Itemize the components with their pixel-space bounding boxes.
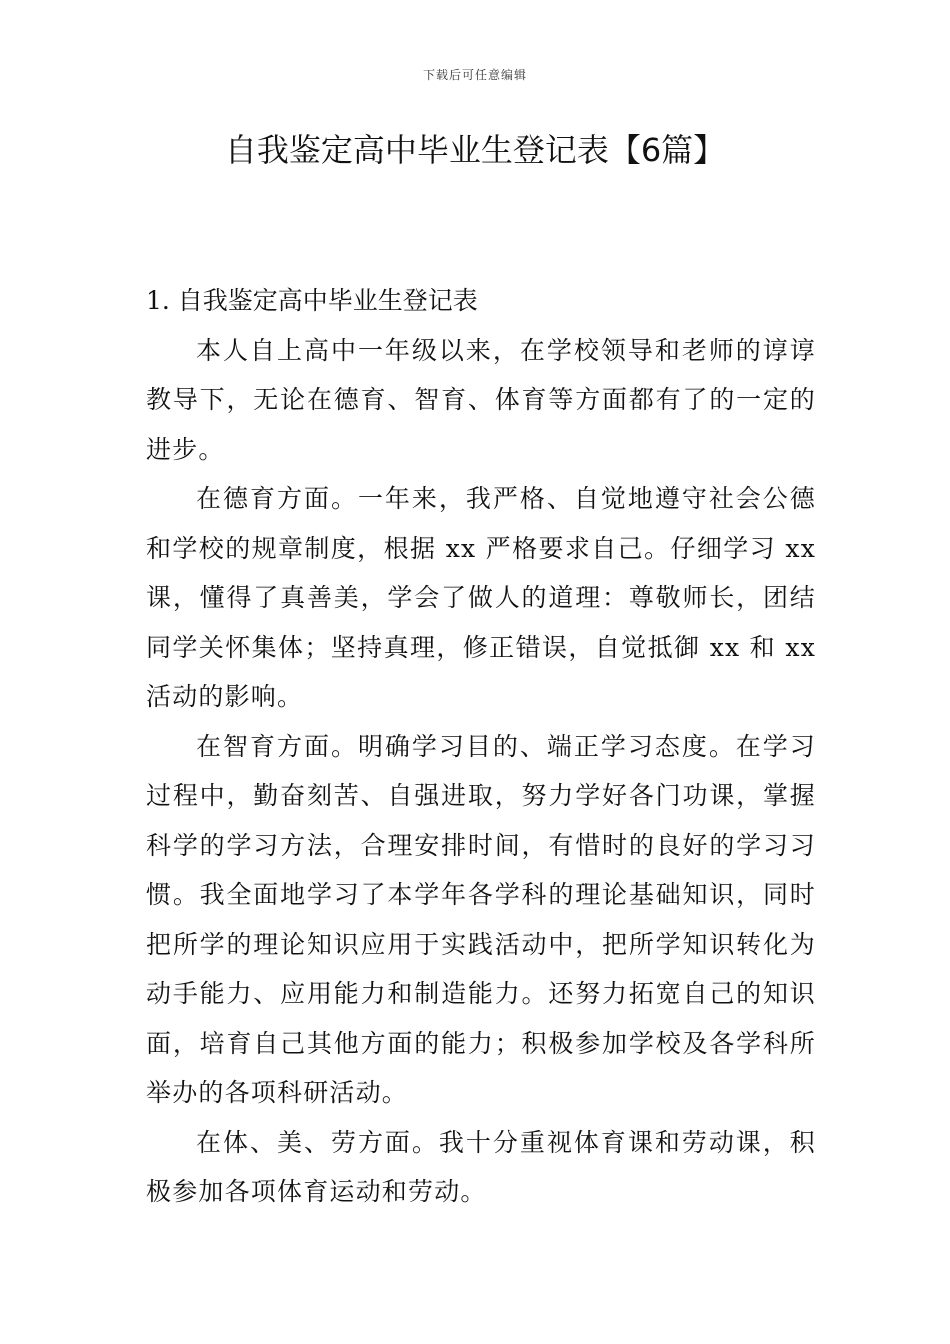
header-note: 下载后可任意编辑 <box>422 68 527 82</box>
document-title: 自我鉴定高中毕业生登记表【6篇】 <box>224 131 726 169</box>
document-body <box>146 276 816 1217</box>
paragraph-moral-education: 在德育方面。一年来，我严格、自觉地遵守社会公德和学校的规章制度，根据 xx 严格要求自己。仔细学习 xx 课，懂得了真善美，学会了做人的道理：尊敬师长，团结同学关怀集体；坚持真理，修正错误，自觉抵御 xx 和 xx 活动的影响。 <box>146 484 816 711</box>
paragraph-intro: 本人自上高中一年级以来，在学校领导和老师的谆谆教导下，无论在德育、智育、体育等方面都有了的一定的进步。 <box>146 335 816 464</box>
paragraph-intellectual-education: 在智育方面。明确学习目的、端正学习态度。在学习过程中，勤奋刻苦、自强进取，努力学好各门功课，掌握科学的学习方法，合理安排时间，有惜时的良好的学习习惯。我全面地学习了本学年各学科的理论基础知识，同时把所学的理论知识应用于实践活动中，把所学知识转化为动手能力、应用能力和制造能力。还努力拓宽自己的知识面，培育自己其他方面的能力；积极参加学校及各学科所举办的各项科研活动。 <box>146 731 816 1107</box>
section-heading: 1. 自我鉴定高中毕业生登记表 <box>146 286 478 315</box>
paragraph-physical-education: 在体、美、劳方面。我十分重视体育课和劳动课，积极参加各项体育运动和劳动。 <box>146 1127 816 1206</box>
